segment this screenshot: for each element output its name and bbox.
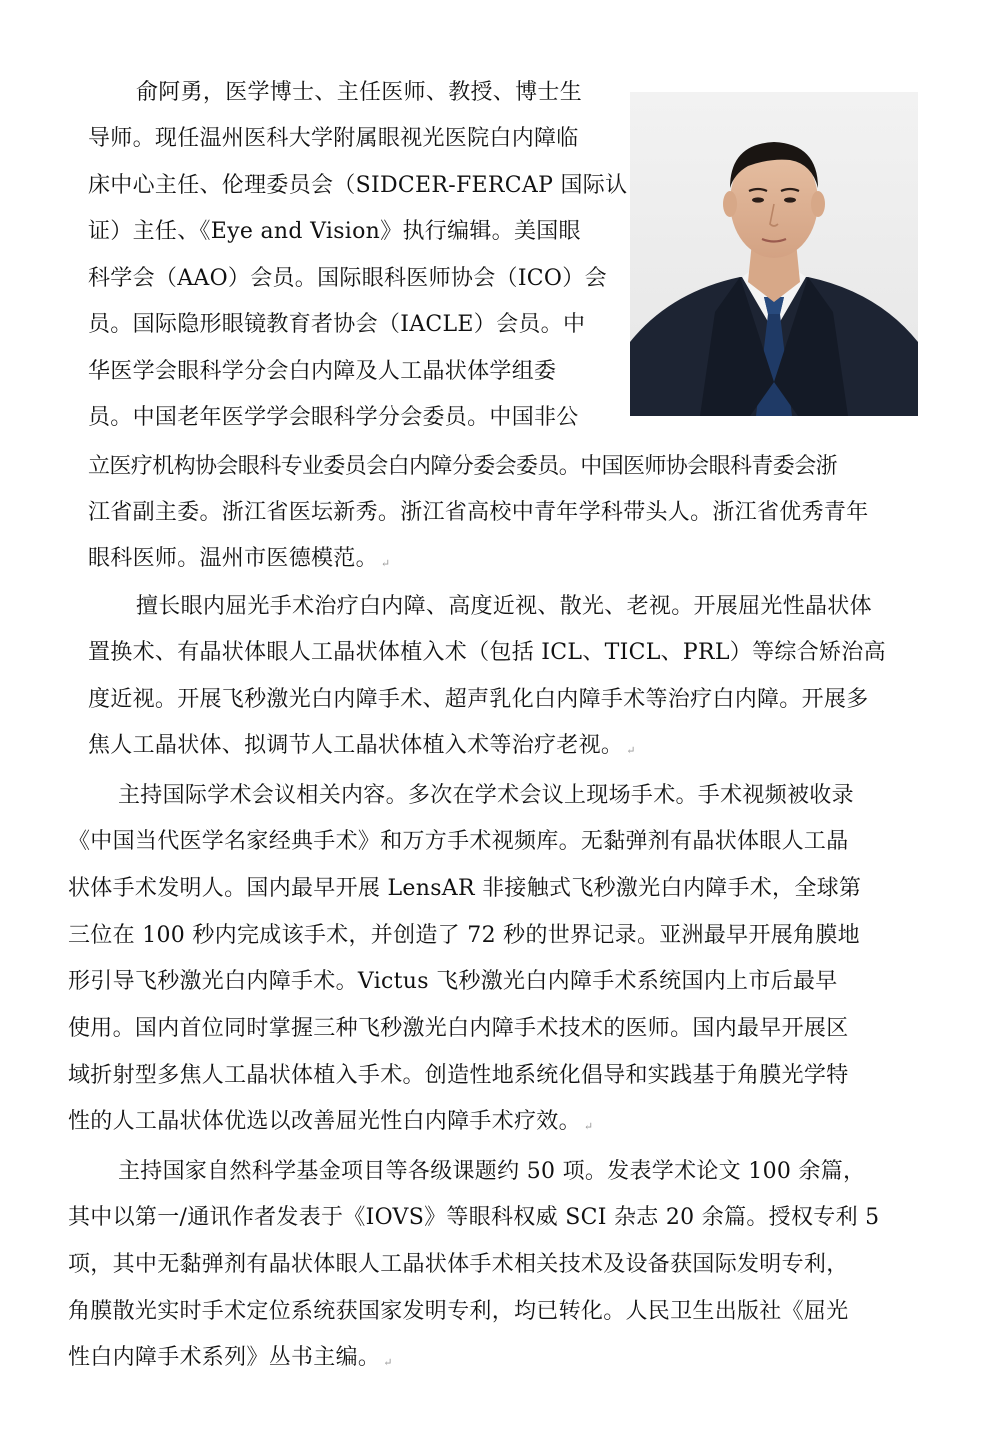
text-line: 形引导飞秒激光白内障手术。Victus 飞秒激光白内障手术系统国内上市后最早 [68,969,838,994]
text-line: 主持国家自然科学基金项目等各级课题约 50 项。发表学术论文 100 余篇， [118,1159,866,1184]
paragraph-mark: ↵ [380,557,391,570]
text-line: 《中国当代医学名家经典手术》和万方手术视频库。无黏弹剂有晶状体眼人工晶 [68,829,849,854]
text-line: 角膜散光实时手术定位系统获国家发明专利，均已转化。人民卫生出版社《屈光 [68,1299,849,1324]
text-line: 主持国际学术会议相关内容。多次在学术会议上现场手术。手术视频被收录 [118,783,854,808]
text-line: 员。中国老年医学学会眼科学分会委员。中国非公 [88,405,579,430]
portrait-photo [630,92,918,416]
text-line-content: 性的人工晶状体优选以改善屈光性白内障手术疗效。 [68,1109,581,1134]
text-line: 项，其中无黏弹剂有晶状体眼人工晶状体手术相关技术及设备获国际发明专利， [68,1252,849,1277]
text-line [88,544,390,579]
text-line-content: 焦人工晶状体、拟调节人工晶状体植入术等治疗老视。 [88,733,624,758]
text-line [68,1107,593,1142]
text-line: 科学会（AAO）会员。国际眼科医师协会（ICO）会 [88,266,607,291]
text-line: 使用。国内首位同时掌握三种飞秒激光白内障手术技术的医师。国内最早开展区 [68,1016,849,1041]
text-line: 其中以第一/通讯作者发表于《IOVS》等眼科权威 SCI 杂志 20 余篇。授权专利 5 [68,1205,880,1230]
text-line: 江省副主委。浙江省医坛新秀。浙江省高校中青年学科带头人。浙江省优秀青年 [88,500,869,525]
text-line: 域折射型多焦人工晶状体植入手术。创造性地系统化倡导和实践基于角膜光学特 [68,1063,849,1088]
text-line: 床中心主任、伦理委员会（SIDCER-FERCAP 国际认 [88,173,628,198]
text-line [68,1343,393,1378]
text-line-content: 性白内障手术系列》丛书主编。 [68,1345,381,1370]
text-line-content: 眼科医师。温州市医德模范。 [88,546,378,571]
text-line: 俞阿勇，医学博士、主任医师、教授、博士生 [136,80,583,105]
portrait-illustration [630,92,918,416]
text-line: 擅长眼内屈光手术治疗白内障、高度近视、散光、老视。开展屈光性晶状体 [136,594,872,619]
text-line: 华医学会眼科学分会白内障及人工晶状体学组委 [88,359,557,384]
text-line: 置换术、有晶状体眼人工晶状体植入术（包括 ICL、TICL、PRL）等综合矫治高 [88,640,886,665]
text-line: 状体手术发明人。国内最早开展 LensAR 非接触式飞秒激光白内障手术，全球第 [68,876,862,901]
text-line: 三位在 100 秒内完成该手术，并创造了 72 秒的世界记录。亚洲最早开展角膜地 [68,923,860,948]
paragraph-mark: ↵ [583,1120,594,1133]
paragraph-mark: ↵ [383,1356,393,1369]
text-line: 员。国际隐形眼镜教育者协会（IACLE）会员。中 [88,312,586,337]
text-line: 证）主任、《Eye and Vision》执行编辑。美国眼 [88,219,581,244]
text-line [88,731,636,766]
text-line: 立医疗机构协会眼科专业委员会白内障分委会委员。中国医师协会眼科青委会浙 [88,454,838,479]
text-line: 导师。现任温州医科大学附属眼视光医院白内障临 [88,126,579,151]
paragraph-mark: ↵ [626,744,636,757]
text-line: 度近视。开展飞秒激光白内障手术、超声乳化白内障手术等治疗白内障。开展多 [88,687,869,712]
